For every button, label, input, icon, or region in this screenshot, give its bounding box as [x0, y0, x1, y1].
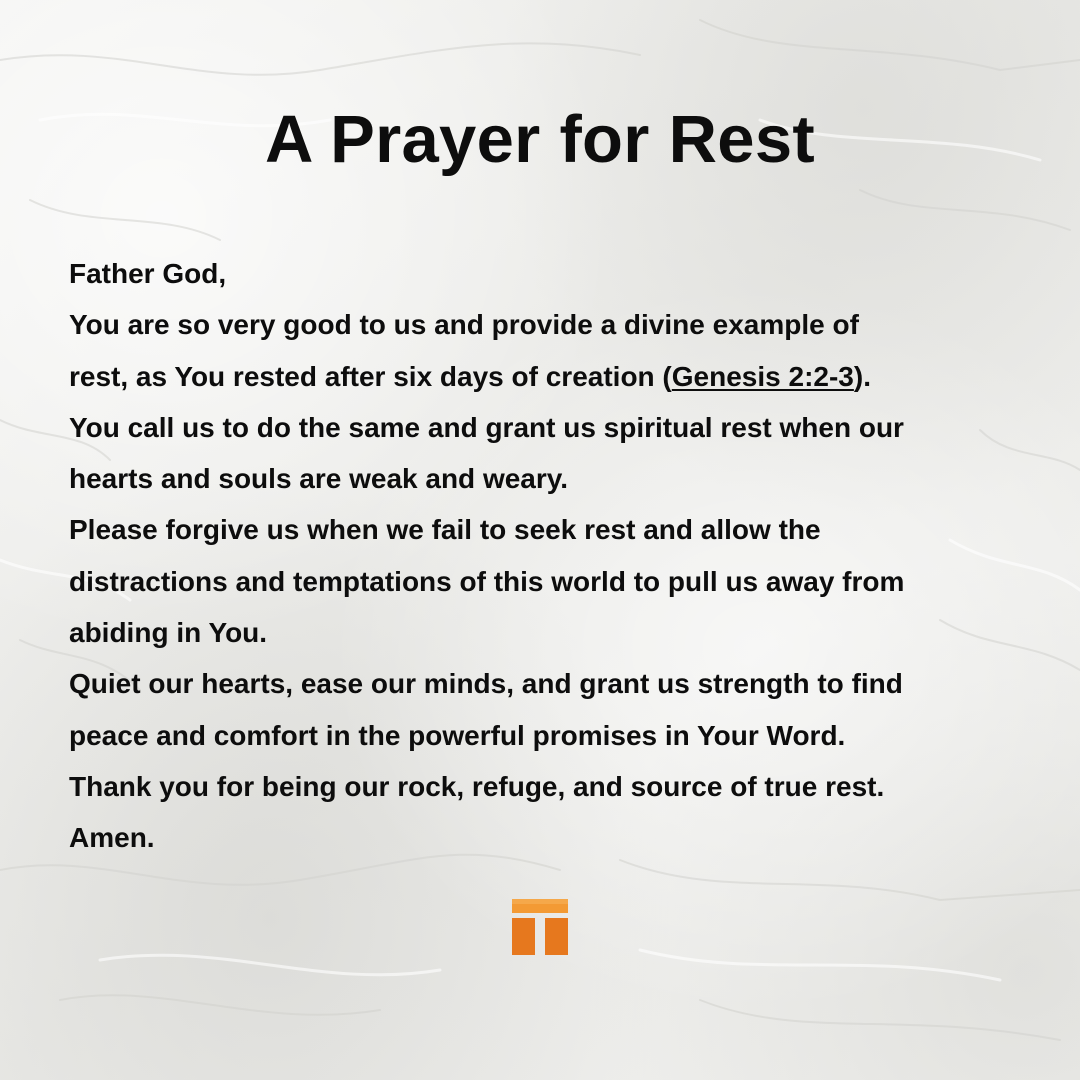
prayer-line: Father God, — [69, 258, 227, 289]
prayer-line — [69, 351, 1049, 402]
prayer-line: distractions and temptations of this world to pull us away from — [69, 565, 905, 597]
prayer-line: peace and comfort in the powerful promises in Your Word. — [69, 719, 846, 751]
prayer-line-text: ). — [853, 360, 871, 392]
prayer-line: You call us to do the same and grant us spiritual rest when our — [69, 411, 904, 443]
logo-left-block — [512, 918, 535, 955]
prayer-line: Thank you for being our rock, refuge, and source of true rest. — [69, 770, 885, 802]
cross-logo-icon — [512, 899, 568, 955]
prayer-line: Please forgive us when we fail to seek rest and allow the — [69, 514, 821, 546]
logo-right-block — [545, 918, 568, 955]
prayer-line: abiding in You. — [69, 617, 268, 649]
scripture-reference-link[interactable]: Genesis 2:2-3 — [671, 360, 854, 392]
prayer-line: You are so very good to us and provide a divine example of — [69, 309, 859, 341]
prayer-line: hearts and souls are weak and weary. — [69, 463, 569, 495]
prayer-line-text: rest, as You rested after six days of creation ( — [69, 360, 672, 392]
logo-top-highlight — [512, 899, 568, 904]
prayer-line: Amen. — [69, 822, 155, 854]
prayer-text — [69, 248, 1049, 864]
page-title: A Prayer for Rest — [265, 102, 815, 177]
prayer-line: Quiet our hearts, ease our minds, and grant us strength to find — [69, 668, 903, 700]
